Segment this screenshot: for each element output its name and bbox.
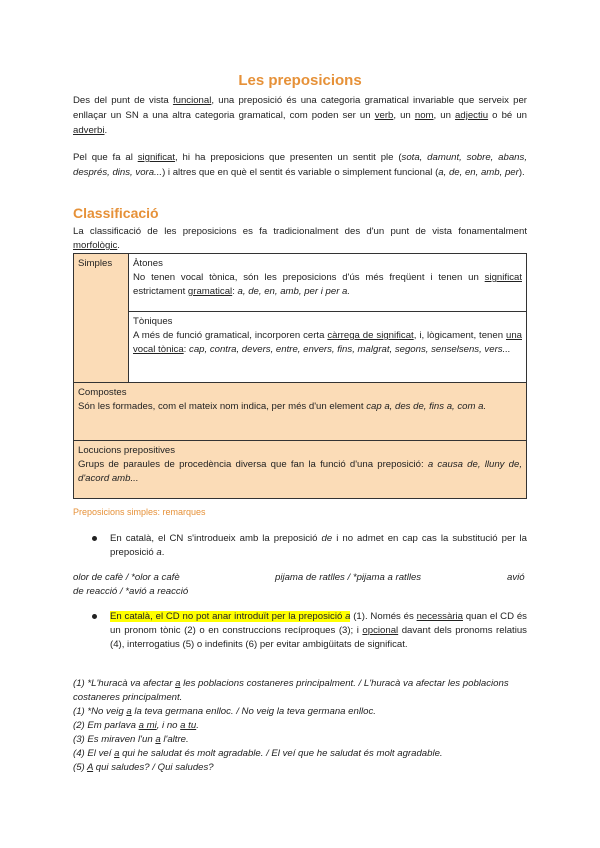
atones-examples: a, de, en, amb, per i per a. xyxy=(237,286,351,297)
term-necessaria: necessària xyxy=(416,611,463,622)
compostes-text xyxy=(78,400,522,414)
prep-a: A xyxy=(87,762,94,773)
simples-cell xyxy=(74,254,129,383)
toniques-cell xyxy=(129,312,527,383)
text-run: (1) *No veig xyxy=(73,706,127,717)
text-run: qui saludes? / Qui saludes? xyxy=(93,762,214,773)
text-run: Des del punt de vista xyxy=(73,95,173,106)
section-heading-classificacio: Classificació xyxy=(73,205,159,221)
atones-text xyxy=(133,271,522,299)
locucions-text xyxy=(78,458,522,486)
text-run: l'altre. xyxy=(160,734,189,745)
term-verb: verb xyxy=(374,110,394,121)
page-title: Les preposicions xyxy=(238,72,362,89)
prep-de: de xyxy=(321,533,333,544)
atones-title: Àtones xyxy=(133,258,163,269)
prep-a: a xyxy=(156,547,162,558)
text-run: (5) xyxy=(73,762,88,773)
example-line-3 xyxy=(73,719,533,733)
toniques-text xyxy=(133,329,522,357)
text-run: Grups de paraules de procedència diversa que fan la funció d'una preposició: xyxy=(78,459,428,470)
example-pijama: pijama de ratlles / *pijama a ratlles xyxy=(275,572,422,583)
classification-table xyxy=(73,253,527,499)
text-run: Pel que fa al xyxy=(73,152,138,163)
locucions-cell xyxy=(74,441,527,499)
text-run: o bé un xyxy=(488,110,528,121)
example-avio-a: avió xyxy=(507,572,525,583)
bullet-text xyxy=(110,532,527,560)
term-carrega: càrrega de significat xyxy=(327,330,414,341)
example-line-1 xyxy=(73,677,533,705)
intro-paragraph-1 xyxy=(73,93,527,138)
text-run: La classificació de les preposicions es fa tradicionalment des d'un punt de vista fonamentalment xyxy=(73,226,527,237)
text-run: A més de funció gramatical, incorporen certa xyxy=(133,330,328,341)
term-significat: significat xyxy=(137,152,176,163)
term-adverbi: adverbi xyxy=(73,125,105,136)
atones-cell xyxy=(129,254,527,312)
compostes-title: Compostes xyxy=(78,387,127,398)
term-funcional: funcional xyxy=(172,95,212,106)
example-line-5 xyxy=(73,747,533,761)
text-run: (1). Només és xyxy=(350,611,417,622)
toniques-examples: cap, contra, devers, entre, envers, fins, malgrat, segons, senselsens, vers... xyxy=(189,344,511,355)
text-run: . xyxy=(161,547,165,558)
example-line-2 xyxy=(73,705,533,719)
examples-funcional: a, de, en, amb, per xyxy=(438,167,519,178)
text-run: , i no xyxy=(156,720,181,731)
locucions-examples: a causa de, lluny de, d'acord amb... xyxy=(78,459,522,484)
term-gramatical: gramatical xyxy=(187,286,233,297)
term-opcional: opcional xyxy=(362,625,399,636)
subheading-remarques: Preposicions simples: remarques xyxy=(73,507,206,517)
text-run: (1) *L'huracà va afectar xyxy=(73,678,176,689)
text-run: . xyxy=(117,240,120,251)
text-run: quan el CD és un pronom tònic (2) o en construccions recíproques (3); i xyxy=(110,611,527,636)
example-avio-b: de reacció / *avió a reacció xyxy=(73,586,189,597)
text-run: davant dels pronoms relatius (4), interrogatius (5) o indefinits (6) per evitar ambigüitats de significat. xyxy=(110,625,527,650)
text-run: ). xyxy=(518,167,525,178)
text-run: qui he saludat és molt agradable. / El veí que he saludat és molt agradable. xyxy=(119,748,443,759)
text-run: Són les formades, com el mateix nom indica, per més d'un element xyxy=(78,401,367,412)
text-run: En català, el CN s'introdueix amb la preposició xyxy=(110,533,322,544)
text-run: (4) El veí xyxy=(73,748,115,759)
compostes-examples: cap a, des de, fins a, com a. xyxy=(366,401,487,412)
term-morfologic: morfològic xyxy=(73,240,118,251)
example-line-4 xyxy=(73,733,533,747)
text-run: : xyxy=(183,344,190,355)
bullet-icon xyxy=(92,536,97,541)
text-run: estrictament xyxy=(133,286,188,297)
prep-a: a xyxy=(126,706,132,717)
bullet-text xyxy=(110,610,527,652)
text-run: i no admet en cap cas la substitució per la preposició xyxy=(110,533,528,558)
text-run: (2) Em parlava xyxy=(73,720,139,731)
classificacio-intro xyxy=(73,225,527,253)
text-run: En català, el CD no pot anar introduït per la preposició xyxy=(110,611,346,622)
text-run: , hi ha preposicions que presenten un sentit ple ( xyxy=(175,152,402,163)
text-run: , i, lògicament, tenen xyxy=(413,330,506,341)
text-run: . xyxy=(104,125,108,136)
term-vocal-tonica: una vocal tònica xyxy=(133,330,522,355)
example-line-6 xyxy=(73,761,533,775)
term-nom: nom xyxy=(414,110,434,121)
term-significat: significat xyxy=(484,272,522,283)
text-run: ) i altres que en què el sentit és variable o simplement funcional ( xyxy=(162,167,439,178)
locucions-title: Locucions prepositives xyxy=(78,445,176,456)
text-run: la teva germana enlloc. / No veig la teva germana enlloc. xyxy=(131,706,376,717)
simples-label: Simples xyxy=(78,258,113,269)
intro-paragraph-2 xyxy=(73,150,527,180)
term-adjectiu: adjectiu xyxy=(455,110,489,121)
highlighted-rule xyxy=(110,611,350,622)
text-run: . xyxy=(196,720,199,731)
text-run: les poblacions costaneres principalment. / L'huracà va afectar les poblacions costaneres principalment. xyxy=(73,678,509,703)
example-cafe: olor de cafè / *olor a cafè xyxy=(73,572,180,583)
compostes-cell xyxy=(74,383,527,441)
text-run: No tenen vocal tònica, són les preposicions d'ús més freqüent i tenen un xyxy=(133,272,485,283)
text-run: , una preposició és una categoria gramatical invariable que serveix per enllaçar un SN a una altra categoria gramatical, com poden ser un xyxy=(73,95,527,121)
prep-a: a xyxy=(175,678,181,689)
bullet-icon xyxy=(92,614,97,619)
text-run: , un xyxy=(393,110,415,121)
prep-a-tu: a tu xyxy=(180,720,197,731)
prep-a: a xyxy=(114,748,120,759)
toniques-title: Tòniques xyxy=(133,316,173,327)
text-run: (3) Es miraven l'un xyxy=(73,734,156,745)
text-run: , un xyxy=(433,110,456,121)
text-run: : xyxy=(232,286,238,297)
prep-a: a xyxy=(345,611,351,622)
prep-a-mi: a mi xyxy=(138,720,157,731)
prep-a: a xyxy=(155,734,161,745)
examples-ple: sota, damunt, sobre, abans, després, dins, vora... xyxy=(73,152,527,178)
